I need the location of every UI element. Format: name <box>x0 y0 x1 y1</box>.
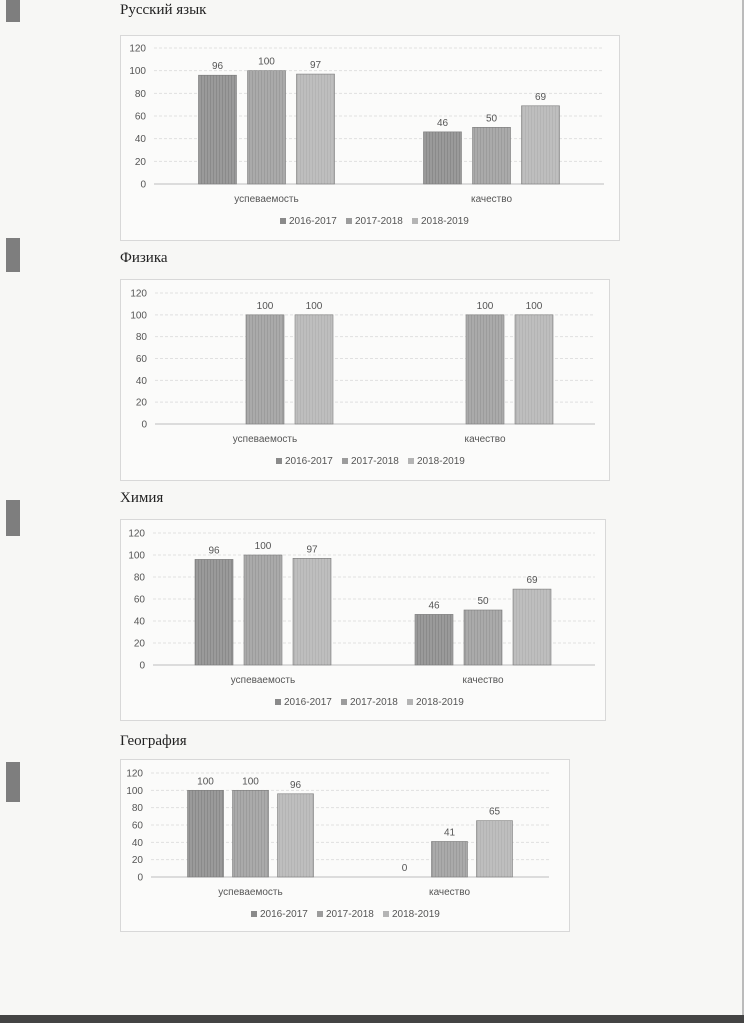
legend-swatch <box>341 699 347 705</box>
bar <box>293 558 331 665</box>
data-label: 100 <box>525 300 543 312</box>
legend-label: 2016-2017 <box>284 697 332 708</box>
data-label: 97 <box>309 60 322 72</box>
chart-chemistry-svg <box>121 520 605 720</box>
legend-swatch <box>276 458 282 464</box>
data-label: 96 <box>208 545 220 557</box>
legend-label: 2017-2018 <box>350 697 398 708</box>
legend-label: 2017-2018 <box>326 909 374 920</box>
y-tick-label: 80 <box>134 88 146 100</box>
scan-edge-mark <box>6 500 20 536</box>
chart-geography <box>120 759 570 932</box>
y-tick-label: 0 <box>139 660 145 672</box>
x-tick-label: качество <box>464 434 506 445</box>
chart-russian-svg <box>121 36 619 240</box>
legend-swatch <box>280 218 286 224</box>
data-label: 97 <box>306 544 318 556</box>
data-label: 100 <box>476 300 494 312</box>
y-tick-label: 100 <box>130 310 147 322</box>
y-tick-label: 100 <box>126 785 143 797</box>
bar <box>278 794 314 877</box>
bar <box>515 315 553 424</box>
legend-swatch <box>408 458 414 464</box>
y-tick-label: 0 <box>137 872 143 884</box>
legend-label: 2018-2019 <box>392 909 440 920</box>
legend-label: 2018-2019 <box>417 456 465 467</box>
heading-chemistry: Химия <box>120 490 164 506</box>
scan-bottom-edge <box>0 1015 744 1023</box>
bar <box>473 127 511 184</box>
bar <box>195 559 233 665</box>
bar <box>295 315 333 424</box>
bar <box>246 315 284 424</box>
data-label: 69 <box>526 575 538 587</box>
bar <box>466 315 504 424</box>
y-tick-label: 120 <box>130 288 147 300</box>
data-label: 46 <box>428 600 440 612</box>
legend-swatch <box>342 458 348 464</box>
heading-physics: Физика <box>120 250 168 266</box>
y-tick-label: 40 <box>133 616 145 628</box>
y-tick-label: 60 <box>133 594 145 606</box>
bar <box>522 106 560 184</box>
data-label: 96 <box>289 779 302 791</box>
data-label: 96 <box>211 61 224 73</box>
chart-chemistry <box>120 519 606 721</box>
x-tick-label: успеваемость <box>230 675 296 686</box>
y-tick-label: 20 <box>133 638 145 650</box>
y-tick-label: 0 <box>141 419 147 431</box>
data-label: 100 <box>258 56 275 68</box>
legend-swatch <box>346 218 352 224</box>
y-tick-label: 120 <box>126 768 143 780</box>
y-tick-label: 100 <box>129 66 146 78</box>
bar <box>513 589 551 665</box>
x-tick-label: успеваемость <box>218 887 283 898</box>
y-tick-label: 80 <box>133 572 145 584</box>
data-label: 0 <box>401 863 408 874</box>
legend-label: 2018-2019 <box>416 697 464 708</box>
data-label: 100 <box>242 776 259 788</box>
x-tick-label: успеваемость <box>234 194 299 205</box>
legend-label: 2016-2017 <box>289 216 337 227</box>
legend-label: 2017-2018 <box>355 216 403 227</box>
y-tick-label: 60 <box>131 820 143 832</box>
y-tick-label: 120 <box>128 528 145 540</box>
heading-geography: География <box>120 733 187 749</box>
chart-russian <box>120 35 620 241</box>
y-tick-label: 120 <box>129 43 146 55</box>
y-tick-label: 40 <box>134 134 146 146</box>
scan-edge-mark <box>6 0 20 22</box>
data-label: 41 <box>443 827 456 839</box>
data-label: 46 <box>436 117 449 129</box>
bar <box>424 132 462 184</box>
x-tick-label: качество <box>470 194 513 205</box>
y-tick-label: 20 <box>131 855 143 867</box>
y-tick-label: 0 <box>140 179 146 191</box>
legend-swatch <box>251 911 257 917</box>
legend-label: 2017-2018 <box>351 456 399 467</box>
data-label: 100 <box>197 776 214 788</box>
scan-edge-mark <box>6 762 20 802</box>
bar <box>188 790 224 877</box>
bar <box>432 841 468 877</box>
data-label: 100 <box>254 541 272 552</box>
chart-physics <box>120 279 610 481</box>
bar <box>248 71 286 184</box>
bar <box>199 75 237 184</box>
y-tick-label: 80 <box>131 803 143 815</box>
bar <box>415 614 453 665</box>
x-tick-label: качество <box>428 887 471 898</box>
data-label: 100 <box>256 300 274 312</box>
bar <box>297 74 335 184</box>
legend-swatch <box>275 699 281 705</box>
y-tick-label: 80 <box>135 332 147 344</box>
y-tick-label: 40 <box>131 837 143 849</box>
bar <box>464 610 502 665</box>
legend-label: 2016-2017 <box>260 909 308 920</box>
y-tick-label: 100 <box>128 550 145 562</box>
legend-swatch <box>407 699 413 705</box>
legend-label: 2016-2017 <box>285 456 333 467</box>
legend-label: 2018-2019 <box>421 216 469 227</box>
y-tick-label: 60 <box>135 354 147 365</box>
x-tick-label: качество <box>462 675 504 686</box>
bar <box>477 821 513 877</box>
data-label: 50 <box>485 113 498 125</box>
data-label: 69 <box>534 91 547 103</box>
chart-geography-svg <box>121 760 569 931</box>
y-tick-label: 20 <box>134 156 146 168</box>
heading-russian: Русский язык <box>120 2 207 18</box>
legend-swatch <box>317 911 323 917</box>
bar <box>233 790 269 877</box>
bar <box>244 555 282 665</box>
y-tick-label: 40 <box>135 375 147 387</box>
y-tick-label: 20 <box>135 397 147 409</box>
legend-swatch <box>412 218 418 224</box>
data-label: 100 <box>305 300 323 312</box>
y-tick-label: 60 <box>134 111 146 123</box>
chart-physics-svg <box>121 280 609 480</box>
scan-edge-mark <box>6 238 20 272</box>
legend-swatch <box>383 911 389 917</box>
data-label: 50 <box>477 596 489 607</box>
data-label: 65 <box>488 806 501 818</box>
x-tick-label: успеваемость <box>232 434 298 445</box>
